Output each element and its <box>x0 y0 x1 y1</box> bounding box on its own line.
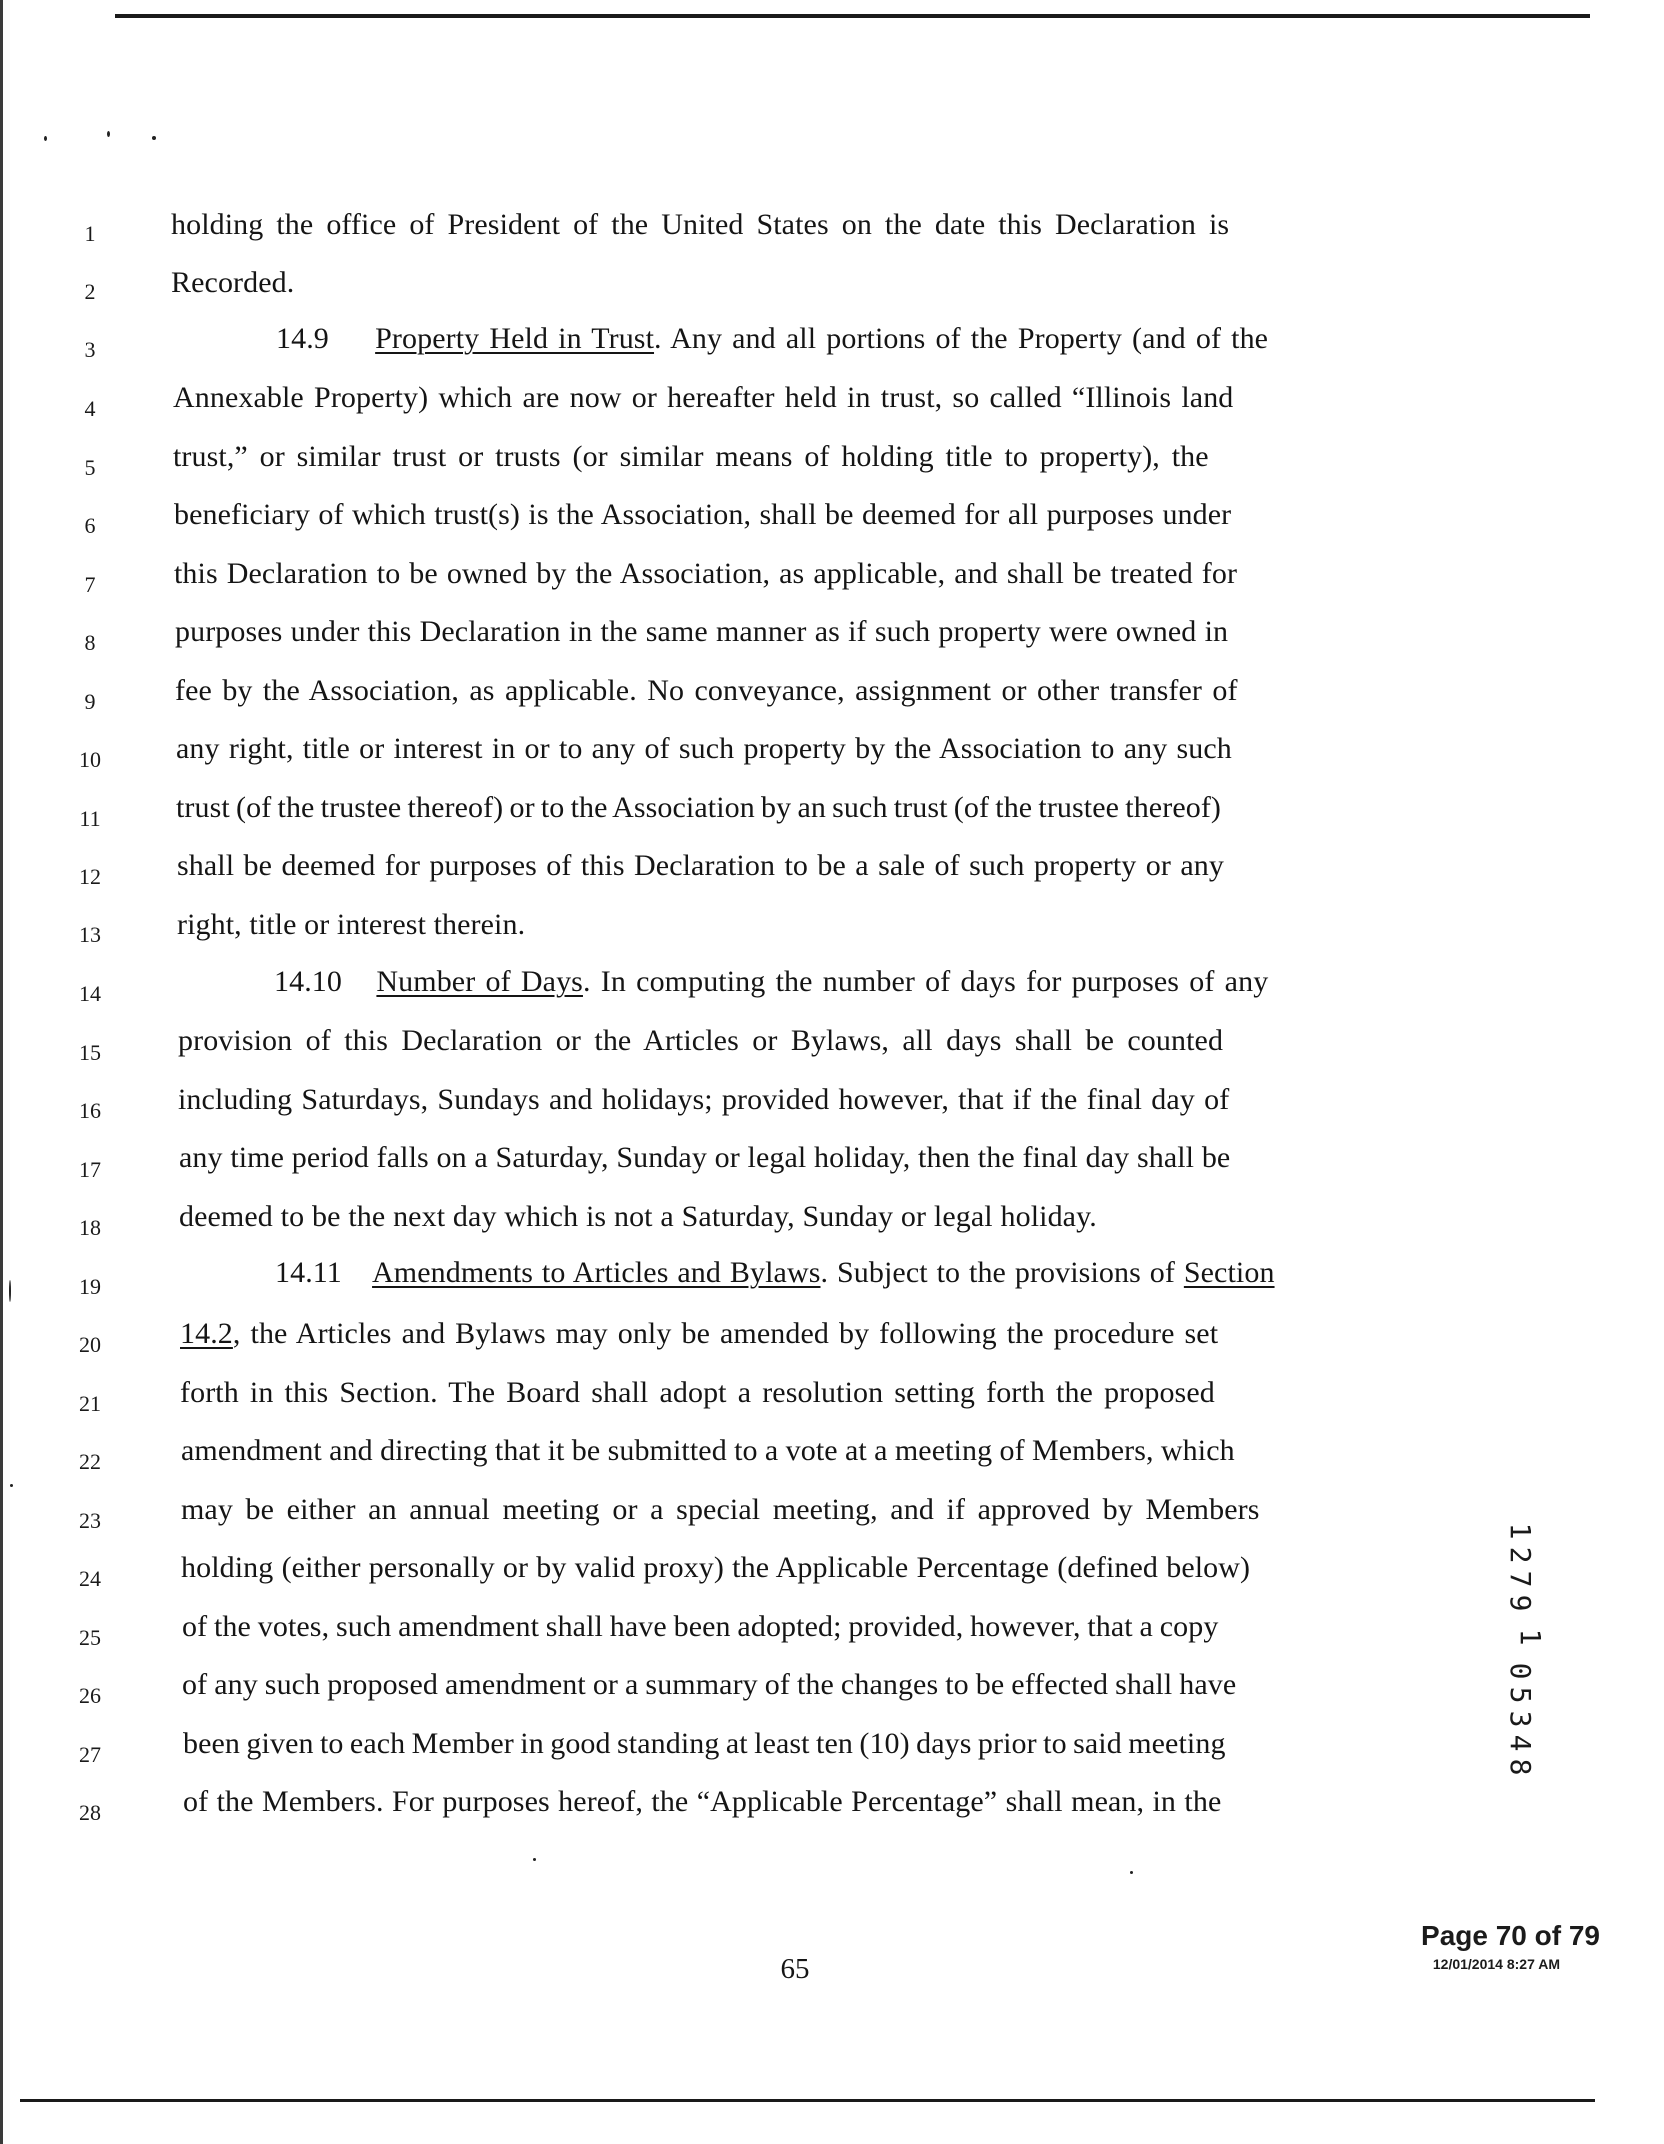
scan-speck <box>1130 1871 1133 1874</box>
text-line: purposes under this Declaration in the same manner as if such property were owned in <box>175 615 1229 648</box>
section-number: 14.9 <box>276 322 329 355</box>
line-number: 27 <box>79 1742 101 1767</box>
scan-speck <box>152 136 156 140</box>
text-line: trust (of the trustee thereof) or to the Association by an such trust (of the trustee thereof) <box>176 791 1222 824</box>
top-rule <box>115 14 1590 18</box>
recorder-timestamp: 12/01/2014 8:27 AM <box>1432 1956 1560 1972</box>
text-line: this Declaration to be owned by the Association, as applicable, and shall be treated for <box>174 557 1238 590</box>
text-line: deemed to be the next day which is not a Saturday, Sunday or legal holiday. <box>179 1200 1097 1233</box>
text-line: amendment and directing that it be submitted to a vote at a meeting of Members, which <box>181 1434 1235 1467</box>
text-line: of any such proposed amendment or a summary of the changes to be effected shall have <box>182 1668 1237 1701</box>
text-line: Recorded. <box>171 266 295 299</box>
line-number: 21 <box>79 1391 101 1416</box>
document-number-digit: 3 <box>1504 1710 1537 1728</box>
section-heading: Number of Days <box>376 965 583 998</box>
line-number: 18 <box>79 1215 101 1240</box>
page-number: 65 <box>780 1953 810 1985</box>
recorder-page-label: Page 70 of 79 <box>1421 1920 1600 1951</box>
scan-speck <box>533 1858 536 1861</box>
section-heading: Property Held in Trust <box>375 322 655 355</box>
document-number-digit: 0 <box>1504 1662 1537 1680</box>
line-number: 7 <box>84 572 96 597</box>
line-number: 4 <box>84 396 96 421</box>
text-line: of the Members. For purposes hereof, the “Applicable Percentage” shall mean, in the <box>183 1785 1222 1818</box>
line-number: 15 <box>79 1040 101 1065</box>
line-number: 24 <box>79 1566 101 1591</box>
text-line: Annexable Property) which are now or hereafter held in trust, so called “Illinois land <box>173 381 1234 414</box>
text-line <box>180 1317 1218 1351</box>
scan-speck <box>9 1280 11 1302</box>
bottom-rule <box>20 2099 1595 2102</box>
line-number: 3 <box>84 337 96 362</box>
line-number: 22 <box>79 1449 101 1474</box>
text-line: trust,” or similar trust or trusts (or similar means of holding title to property), the <box>173 440 1209 473</box>
text-line: fee by the Association, as applicable. No conveyance, assignment or other transfer of <box>175 674 1238 707</box>
section-14-11-line <box>275 1256 1275 1290</box>
section-heading: Amendments to Articles and Bylaws <box>372 1256 821 1289</box>
line-number: 19 <box>79 1274 101 1299</box>
text-line: shall be deemed for purposes of this Declaration to be a sale of such property or any <box>177 849 1224 882</box>
document-number-digit: 1 <box>1504 1522 1537 1540</box>
scan-speck <box>44 136 47 141</box>
section-number: 14.10 <box>274 965 342 998</box>
text-line: any time period falls on a Saturday, Sunday or legal holiday, then the final day shall be <box>179 1141 1231 1174</box>
line-number: 17 <box>79 1157 101 1182</box>
text-line: provision of this Declaration or the Articles or Bylaws, all days shall be counted <box>178 1024 1224 1057</box>
line-number: 1 <box>84 221 96 246</box>
recorder-document-number <box>1500 1519 1547 1779</box>
line-number: 26 <box>79 1683 101 1708</box>
document-number-digit: 4 <box>1504 1734 1537 1752</box>
document-number-digit: 1 <box>1514 1628 1547 1646</box>
section-text: . Any and all portions of the Property (and of the <box>654 322 1269 355</box>
text-line: may be either an annual meeting or a special meeting, and if approved by Members <box>181 1493 1260 1526</box>
line-number: 2 <box>84 279 96 304</box>
line-number: 11 <box>79 806 101 831</box>
text-line: holding the office of President of the United States on the date this Declaration is <box>171 208 1230 241</box>
text-line: beneficiary of which trust(s) is the Association, shall be deemed for all purposes under <box>174 498 1232 531</box>
line-number: 10 <box>79 747 101 772</box>
line-number: 20 <box>79 1332 101 1357</box>
text-line: including Saturdays, Sundays and holidays; provided however, that if the final day of <box>178 1083 1230 1116</box>
section-text: , the Articles and Bylaws may only be amended by following the procedure set <box>232 1317 1219 1350</box>
section-text: . In computing the number of days for purposes of any <box>582 965 1269 998</box>
line-number: 23 <box>79 1508 101 1533</box>
text-line: forth in this Section. The Board shall adopt a resolution setting forth the proposed <box>180 1376 1215 1409</box>
text-line: holding (either personally or by valid proxy) the Applicable Percentage (defined below) <box>181 1551 1251 1584</box>
line-number: 8 <box>84 630 96 655</box>
line-number: 16 <box>79 1098 101 1123</box>
document-number-digit: 2 <box>1504 1546 1537 1564</box>
document-number-digit: 5 <box>1504 1686 1537 1704</box>
scan-speck <box>107 131 110 137</box>
text-line: right, title or interest therein. <box>177 908 526 941</box>
scan-left-edge <box>0 0 3 2144</box>
text-line: been given to each Member in good standing at least ten (10) days prior to said meeting <box>183 1727 1226 1760</box>
document-number-digit: 8 <box>1504 1758 1537 1776</box>
line-number: 6 <box>84 513 96 538</box>
line-number: 14 <box>79 981 101 1006</box>
section-14-9-line <box>276 322 1268 356</box>
document-number-digit: 9 <box>1504 1594 1537 1612</box>
section-reference: Section <box>1183 1256 1275 1289</box>
section-reference: 14.2 <box>180 1317 233 1350</box>
line-number: 13 <box>79 922 101 947</box>
line-number: 5 <box>84 455 96 480</box>
section-14-10-line <box>274 965 1268 999</box>
section-text: . Subject to the provisions of <box>820 1256 1184 1289</box>
line-number: 9 <box>84 689 96 714</box>
text-line: any right, title or interest in or to any of such property by the Association to any such <box>176 732 1232 765</box>
line-number: 12 <box>79 864 101 889</box>
section-number: 14.11 <box>275 1256 342 1289</box>
line-number: 28 <box>79 1800 101 1825</box>
text-line: of the votes, such amendment shall have been adopted; provided, however, that a copy <box>182 1610 1219 1643</box>
line-number: 25 <box>79 1625 101 1650</box>
document-number-digit: 7 <box>1504 1570 1537 1588</box>
scan-speck <box>10 1484 13 1487</box>
